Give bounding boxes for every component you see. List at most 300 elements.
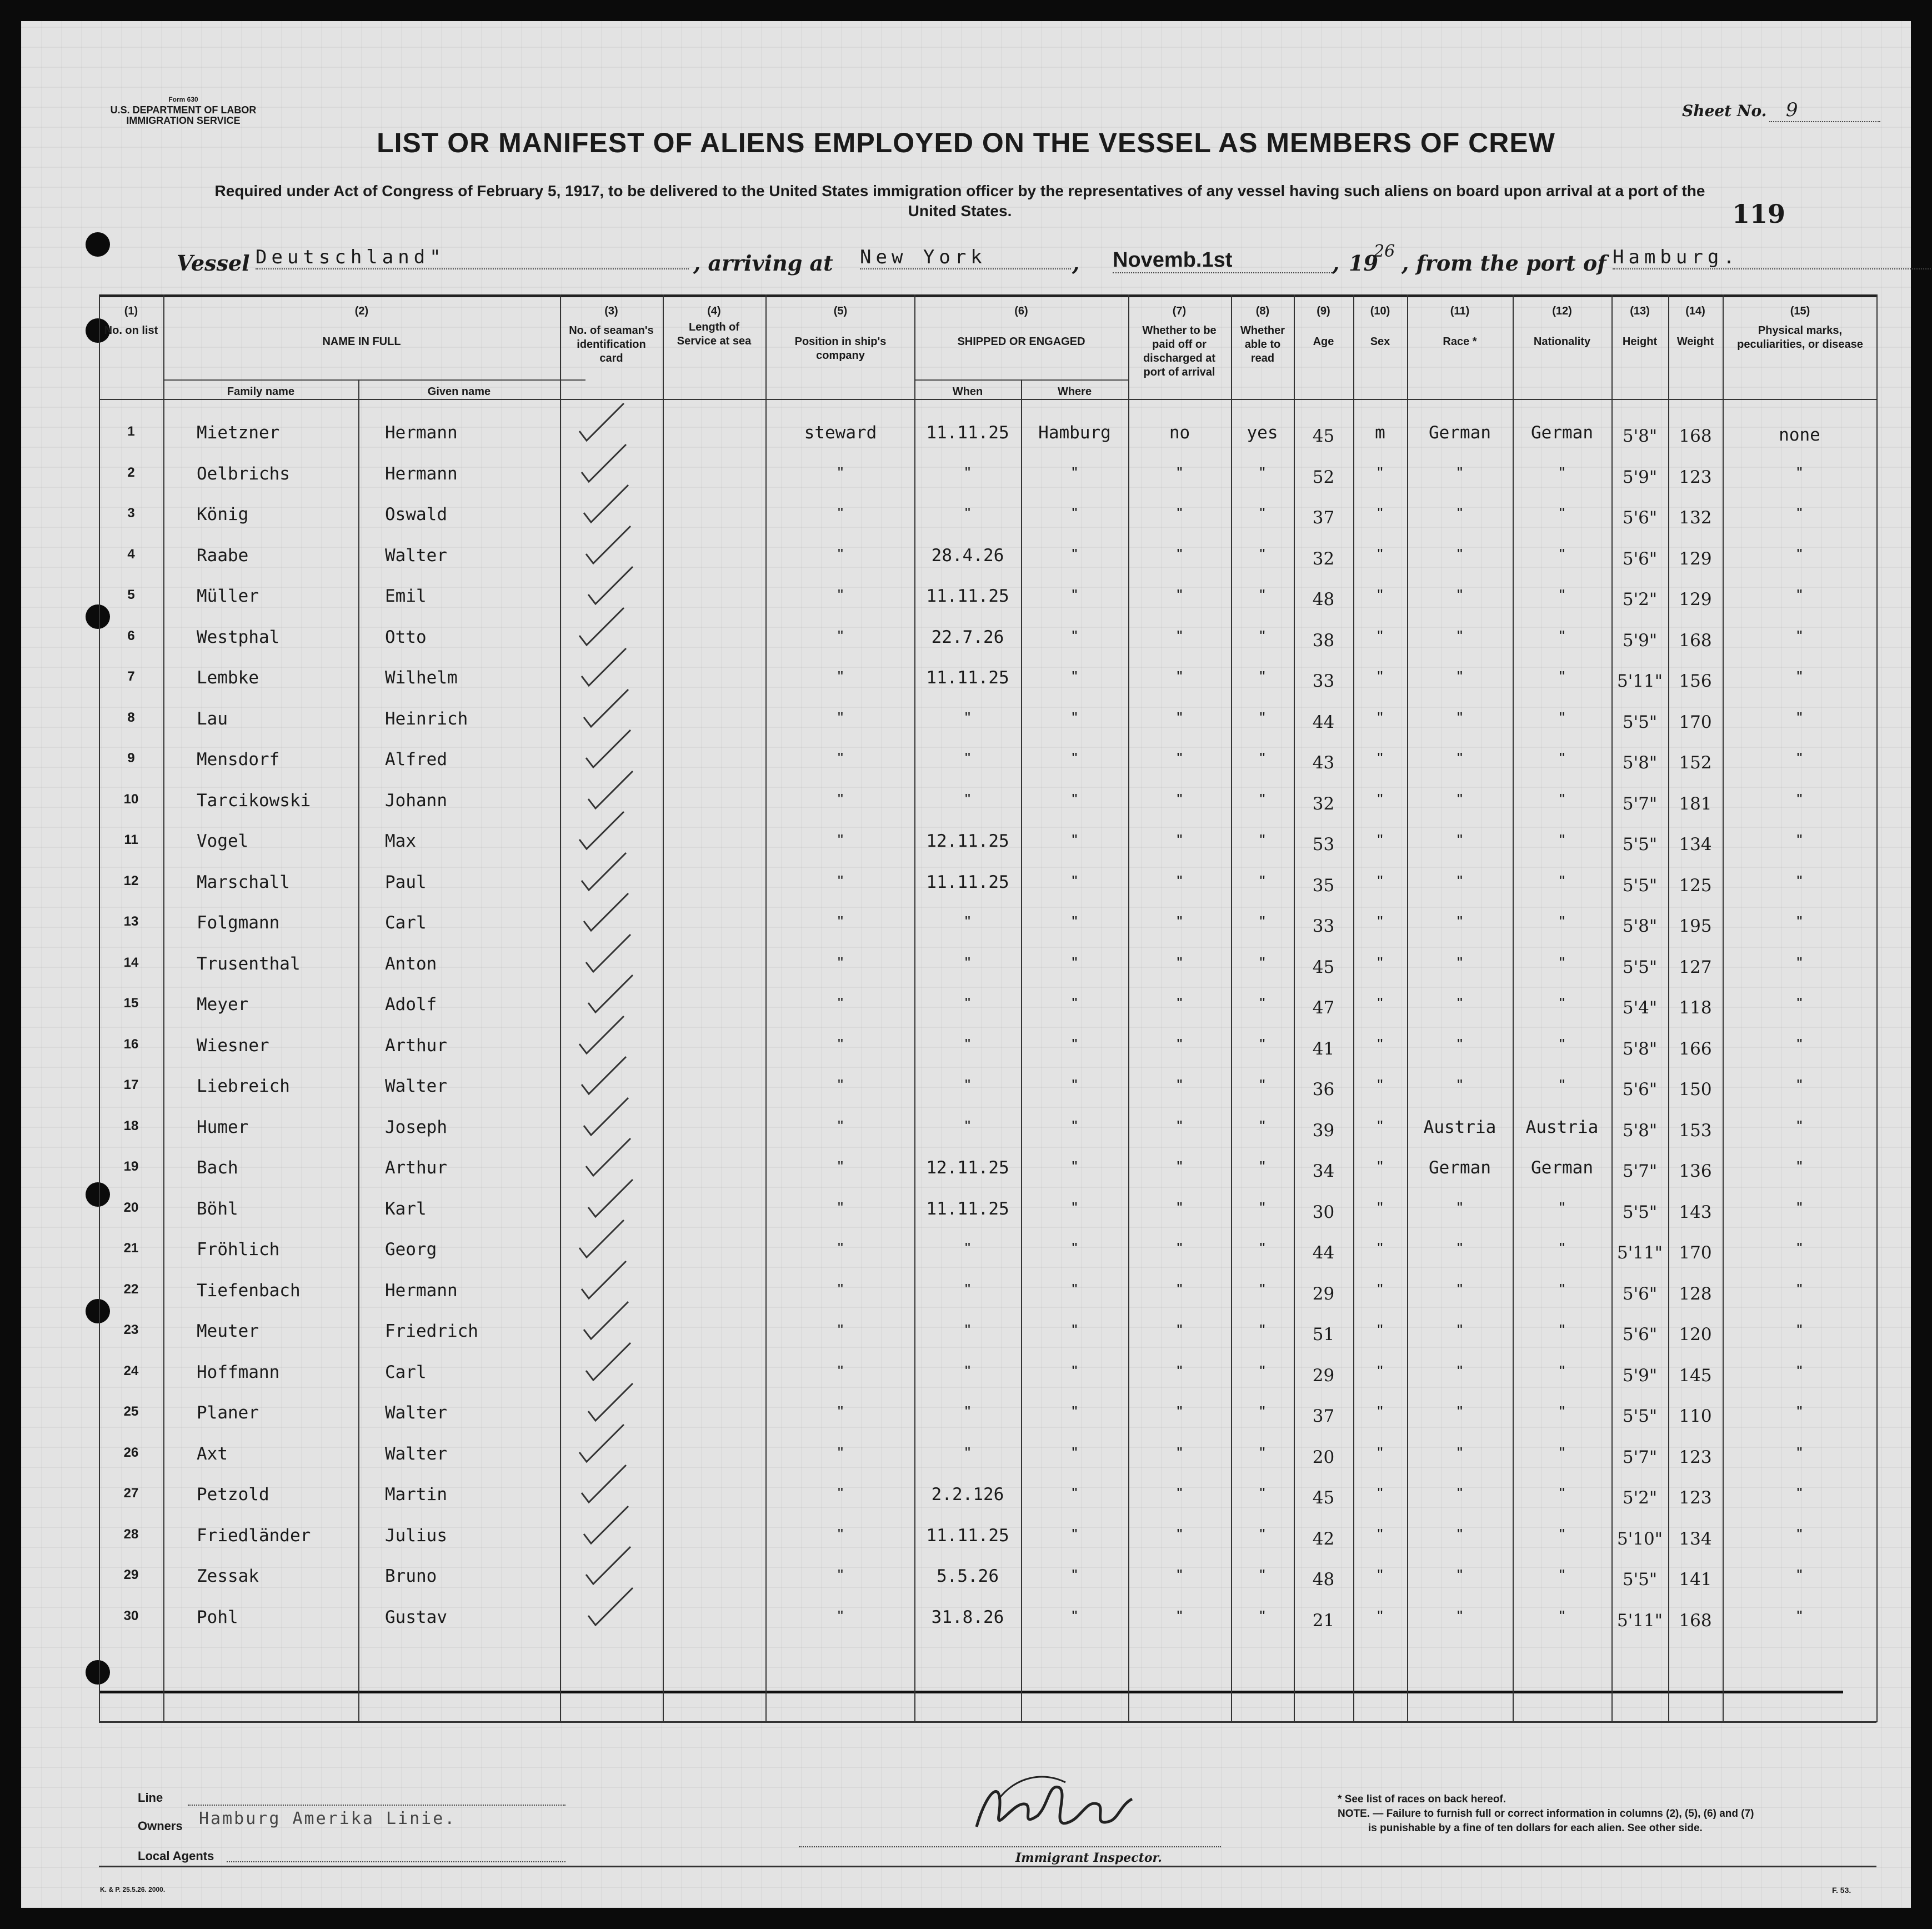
check-mark-icon xyxy=(583,727,633,772)
when-value: 12.11.25 xyxy=(926,1158,1009,1178)
arrival-port: New York xyxy=(860,246,1071,269)
marks-value: none xyxy=(1779,425,1820,445)
when-value: 12.11.25 xyxy=(926,831,1009,851)
sex-ditto: " xyxy=(1377,1076,1383,1093)
given-name: Walter xyxy=(385,1076,447,1096)
weight-value: 134 xyxy=(1679,1529,1712,1549)
nationality-ditto: " xyxy=(1559,1362,1565,1380)
row-number: 11 xyxy=(124,832,138,847)
sex-ditto: " xyxy=(1377,1526,1383,1543)
weight-value: 123 xyxy=(1679,467,1712,487)
sex-ditto: " xyxy=(1377,586,1383,603)
inspector-signature-line xyxy=(799,1846,1221,1847)
nationality-ditto: " xyxy=(1559,586,1565,603)
weight-value: 145 xyxy=(1679,1366,1712,1386)
weight-value: 153 xyxy=(1679,1121,1712,1141)
position-ditto: " xyxy=(838,1526,843,1543)
family-name: Friedländer xyxy=(197,1526,311,1546)
marks-ditto: " xyxy=(1796,749,1803,767)
column-label: SHIPPED OR ENGAGED xyxy=(957,336,1085,348)
height-value: 5'5" xyxy=(1622,712,1658,732)
race-ditto: " xyxy=(1457,791,1463,808)
paid-ditto: " xyxy=(1177,954,1183,971)
race-ditto: " xyxy=(1457,1403,1463,1420)
where-ditto: " xyxy=(1072,504,1078,522)
given-name: Martin xyxy=(385,1485,447,1505)
given-name: Max xyxy=(385,831,416,851)
when-value: 5.5.26 xyxy=(937,1566,999,1586)
check-mark-icon xyxy=(577,401,627,445)
check-mark-icon xyxy=(577,605,627,649)
race-ditto: " xyxy=(1457,1240,1463,1257)
marks-ditto: " xyxy=(1796,1158,1803,1175)
punch-hole xyxy=(86,232,110,257)
given-name: Joseph xyxy=(385,1117,447,1137)
where-ditto: " xyxy=(1072,1607,1078,1625)
position-ditto: " xyxy=(838,1158,843,1175)
row-number: 9 xyxy=(127,751,135,766)
column-number: (14) xyxy=(1685,305,1705,317)
read-ditto: " xyxy=(1259,1607,1265,1625)
family-name: König xyxy=(197,504,249,524)
where-ditto: " xyxy=(1072,1362,1078,1380)
where-ditto: " xyxy=(1072,1158,1078,1175)
sheet-number-value: 9 xyxy=(1769,99,1880,122)
race-ditto: " xyxy=(1457,627,1463,644)
weight-value: 129 xyxy=(1679,589,1712,609)
departure-port: Hamburg. xyxy=(1613,246,1932,269)
weight-value: 120 xyxy=(1679,1325,1712,1345)
when-ditto: " xyxy=(965,1036,970,1053)
family-name: Böhl xyxy=(197,1199,238,1219)
paid-ditto: " xyxy=(1177,995,1183,1012)
position-value: steward xyxy=(804,423,877,443)
row-number: 13 xyxy=(123,914,139,929)
height-value: 5'5" xyxy=(1622,876,1658,896)
column-header-nationality xyxy=(1513,304,1611,349)
paid-ditto: " xyxy=(1177,1117,1183,1135)
column-header-weight xyxy=(1668,304,1723,349)
year-prefix: 19 xyxy=(1349,251,1378,276)
when-ditto: " xyxy=(965,1444,970,1461)
given-name: Walter xyxy=(385,546,447,566)
sex-ditto: " xyxy=(1377,1199,1383,1216)
check-mark-icon xyxy=(579,442,629,486)
when-value: 11.11.25 xyxy=(926,1526,1009,1546)
read-ditto: " xyxy=(1259,995,1265,1012)
nationality-ditto: " xyxy=(1559,1199,1565,1216)
owners-label: Owners xyxy=(138,1819,183,1833)
nationality-value: German xyxy=(1531,423,1593,443)
height-value: 5'2" xyxy=(1622,589,1658,609)
paid-ditto: " xyxy=(1177,1485,1183,1502)
races-note: * See list of races on back hereof. xyxy=(1338,1793,1506,1805)
column-label: Height xyxy=(1622,336,1658,348)
race-ditto: " xyxy=(1457,1036,1463,1053)
comma-separator: , xyxy=(1072,251,1080,276)
marks-ditto: " xyxy=(1796,1076,1803,1093)
check-mark-icon xyxy=(583,932,633,976)
nationality-value: Austria xyxy=(1525,1117,1599,1137)
row-number: 17 xyxy=(123,1077,139,1092)
table-bottom-rule xyxy=(99,1691,1843,1693)
name-subheader-rule xyxy=(163,379,585,381)
row-number: 5 xyxy=(127,587,135,602)
height-value: 5'7" xyxy=(1622,1161,1658,1181)
column-number: (2) xyxy=(354,305,369,317)
read-ditto: " xyxy=(1259,954,1265,971)
weight-value: 134 xyxy=(1679,834,1712,854)
where-ditto: " xyxy=(1072,913,1078,930)
position-ditto: " xyxy=(838,1566,843,1583)
marks-ditto: " xyxy=(1796,995,1803,1012)
check-mark-icon xyxy=(579,850,629,894)
read-ditto: " xyxy=(1259,1199,1265,1216)
age-value: 36 xyxy=(1312,1080,1335,1100)
marks-ditto: " xyxy=(1796,1240,1803,1257)
weight-value: 123 xyxy=(1679,1488,1712,1508)
column-label: Physical marks, peculiarities, or disease xyxy=(1737,324,1863,351)
column-number: (6) xyxy=(1014,305,1028,317)
read-ditto: " xyxy=(1259,668,1265,685)
marks-ditto: " xyxy=(1796,913,1803,930)
column-header-position xyxy=(774,304,907,363)
where-ditto: " xyxy=(1072,668,1078,685)
sex-ditto: " xyxy=(1377,995,1383,1012)
where-ditto: " xyxy=(1072,1281,1078,1298)
column-number: (3) xyxy=(604,305,618,317)
weight-value: 132 xyxy=(1679,508,1712,528)
when-value: 2.2.126 xyxy=(931,1485,1004,1505)
race-ditto: " xyxy=(1457,1281,1463,1298)
family-name: Liebreich xyxy=(197,1076,290,1096)
position-ditto: " xyxy=(838,1199,843,1216)
sex-ditto: " xyxy=(1377,1362,1383,1380)
family-name: Oelbrichs xyxy=(197,464,290,484)
when-value: 28.4.26 xyxy=(931,546,1004,566)
height-value: 5'11" xyxy=(1617,1243,1663,1263)
paid-ditto: " xyxy=(1177,1240,1183,1257)
position-ditto: " xyxy=(838,1117,843,1135)
where-ditto: " xyxy=(1072,1444,1078,1461)
marks-ditto: " xyxy=(1796,831,1803,848)
height-value: 5'8" xyxy=(1622,916,1658,936)
read-ditto: " xyxy=(1259,1444,1265,1461)
column-rule xyxy=(765,294,767,1722)
marks-ditto: " xyxy=(1796,1199,1803,1216)
sex-ditto: " xyxy=(1377,627,1383,644)
manifest-sheet xyxy=(21,21,1911,1908)
sheet-number-label: Sheet No. xyxy=(1682,102,1767,120)
given-name: Oswald xyxy=(385,504,447,524)
row-number: 15 xyxy=(123,996,139,1011)
subheader-where: Where xyxy=(1057,386,1092,398)
position-ditto: " xyxy=(838,1444,843,1461)
position-ditto: " xyxy=(838,913,843,930)
paid-ditto: " xyxy=(1177,1566,1183,1583)
nationality-ditto: " xyxy=(1559,995,1565,1012)
paid-ditto: " xyxy=(1177,1444,1183,1461)
read-ditto: " xyxy=(1259,504,1265,522)
read-ditto: " xyxy=(1259,1362,1265,1380)
paid-ditto: " xyxy=(1177,1607,1183,1625)
weight-value: 128 xyxy=(1679,1284,1712,1304)
position-ditto: " xyxy=(838,1076,843,1093)
print-code: K. & P. 25.5.26. 2000. xyxy=(100,1886,166,1893)
position-ditto: " xyxy=(838,1321,843,1338)
sex-value: m xyxy=(1375,423,1385,443)
read-ditto: " xyxy=(1259,1117,1265,1135)
row-number: 8 xyxy=(127,710,135,725)
position-ditto: " xyxy=(838,954,843,971)
position-ditto: " xyxy=(838,1485,843,1502)
page-number: 119 xyxy=(1732,199,1786,229)
read-ditto: " xyxy=(1259,464,1265,481)
nationality-ditto: " xyxy=(1559,1240,1565,1257)
sex-ditto: " xyxy=(1377,1321,1383,1338)
column-label: No. of seaman's identification card xyxy=(569,324,654,364)
position-ditto: " xyxy=(838,709,843,726)
paid-ditto: " xyxy=(1177,504,1183,522)
age-value: 47 xyxy=(1312,998,1335,1018)
race-ditto: " xyxy=(1457,954,1463,971)
sex-ditto: " xyxy=(1377,668,1383,685)
weight-value: 127 xyxy=(1679,957,1712,977)
column-header-height xyxy=(1611,304,1668,349)
race-ditto: " xyxy=(1457,464,1463,481)
sex-ditto: " xyxy=(1377,1281,1383,1298)
height-value: 5'5" xyxy=(1622,1406,1658,1426)
when-ditto: " xyxy=(965,1281,970,1298)
marks-ditto: " xyxy=(1796,1321,1803,1338)
age-value: 32 xyxy=(1312,794,1335,814)
marks-ditto: " xyxy=(1796,1403,1803,1420)
check-mark-icon xyxy=(579,1258,629,1303)
check-mark-icon xyxy=(585,564,635,608)
check-mark-icon xyxy=(585,972,635,1017)
when-ditto: " xyxy=(965,1321,970,1338)
row-number: 6 xyxy=(127,628,135,643)
nationality-ditto: " xyxy=(1559,872,1565,889)
marks-ditto: " xyxy=(1796,1485,1803,1502)
nationality-ditto: " xyxy=(1559,709,1565,726)
family-name: Meuter xyxy=(197,1321,259,1341)
given-name: Johann xyxy=(385,791,447,811)
owners-value: Hamburg Amerika Linie. xyxy=(199,1809,457,1828)
age-value: 34 xyxy=(1312,1161,1335,1181)
marks-ditto: " xyxy=(1796,464,1803,481)
height-value: 5'5" xyxy=(1622,957,1658,977)
paid-ditto: " xyxy=(1177,1076,1183,1093)
paid-ditto: " xyxy=(1177,1526,1183,1543)
height-value: 5'4" xyxy=(1622,998,1658,1018)
row-number: 19 xyxy=(123,1159,139,1174)
race-ditto: " xyxy=(1457,1321,1463,1338)
age-value: 33 xyxy=(1312,916,1335,936)
check-mark-icon xyxy=(583,1340,633,1385)
where-ditto: " xyxy=(1072,791,1078,808)
given-name: Adolf xyxy=(385,995,437,1015)
when-ditto: " xyxy=(965,1076,970,1093)
sex-ditto: " xyxy=(1377,1403,1383,1420)
weight-value: 150 xyxy=(1679,1080,1712,1100)
check-mark-icon xyxy=(581,1299,631,1343)
read-ditto: " xyxy=(1259,1485,1265,1502)
when-ditto: " xyxy=(965,913,970,930)
paid-ditto: " xyxy=(1177,1036,1183,1053)
family-name: Planer xyxy=(197,1403,259,1423)
when-value: 11.11.25 xyxy=(926,872,1009,892)
where-value: Hamburg xyxy=(1038,423,1111,443)
column-number: (1) xyxy=(124,305,138,317)
check-mark-icon xyxy=(577,1422,627,1466)
when-ditto: " xyxy=(965,709,970,726)
height-value: 5'9" xyxy=(1622,1366,1658,1386)
marks-ditto: " xyxy=(1796,546,1803,563)
read-ditto: " xyxy=(1259,546,1265,563)
paid-value: no xyxy=(1169,423,1190,443)
when-ditto: " xyxy=(965,749,970,767)
given-name: Hermann xyxy=(385,464,458,484)
where-ditto: " xyxy=(1072,1240,1078,1257)
height-value: 5'9" xyxy=(1622,631,1658,651)
position-ditto: " xyxy=(838,546,843,563)
check-mark-icon xyxy=(581,482,631,527)
nationality-ditto: " xyxy=(1559,504,1565,522)
read-ditto: " xyxy=(1259,1403,1265,1420)
check-mark-icon xyxy=(585,768,635,813)
weight-value: 168 xyxy=(1679,1611,1712,1631)
sex-ditto: " xyxy=(1377,1485,1383,1502)
family-name: Tarcikowski xyxy=(197,791,311,811)
age-value: 20 xyxy=(1312,1447,1335,1467)
where-ditto: " xyxy=(1072,1566,1078,1583)
paid-ditto: " xyxy=(1177,464,1183,481)
column-header-name xyxy=(163,304,560,349)
given-name: Emil xyxy=(385,586,427,606)
age-value: 41 xyxy=(1312,1039,1335,1059)
check-mark-icon xyxy=(579,1054,629,1098)
when-ditto: " xyxy=(965,791,970,808)
nationality-ditto: " xyxy=(1559,1321,1565,1338)
given-name: Bruno xyxy=(385,1566,437,1586)
given-name: Heinrich xyxy=(385,709,468,729)
weight-value: 123 xyxy=(1679,1447,1712,1467)
age-value: 44 xyxy=(1312,1243,1335,1263)
when-ditto: " xyxy=(965,504,970,522)
where-ditto: " xyxy=(1072,1321,1078,1338)
family-name: Folgmann xyxy=(197,913,280,933)
family-name: Petzold xyxy=(197,1485,269,1505)
position-ditto: " xyxy=(838,1362,843,1380)
where-ditto: " xyxy=(1072,1199,1078,1216)
family-name: Tiefenbach xyxy=(197,1281,301,1301)
when-value: 11.11.25 xyxy=(926,586,1009,606)
check-mark-icon xyxy=(585,1177,635,1221)
nationality-ditto: " xyxy=(1559,831,1565,848)
row-number: 26 xyxy=(123,1445,139,1460)
read-ditto: " xyxy=(1259,1566,1265,1583)
given-name: Friedrich xyxy=(385,1321,478,1341)
marks-ditto: " xyxy=(1796,1566,1803,1583)
marks-ditto: " xyxy=(1796,954,1803,971)
race-ditto: " xyxy=(1457,668,1463,685)
column-header-service-length xyxy=(671,304,757,348)
subheader-given-name: Given name xyxy=(427,386,491,398)
family-name: Vogel xyxy=(197,831,249,851)
where-ditto: " xyxy=(1072,1403,1078,1420)
family-name: Trusenthal xyxy=(197,954,301,974)
weight-value: 170 xyxy=(1679,712,1712,732)
race-ditto: " xyxy=(1457,1526,1463,1543)
row-number: 28 xyxy=(123,1527,139,1542)
column-label: Sex xyxy=(1370,336,1390,348)
age-value: 48 xyxy=(1312,589,1335,609)
age-value: 48 xyxy=(1312,1570,1335,1590)
height-value: 5'7" xyxy=(1622,1447,1658,1467)
nationality-ditto: " xyxy=(1559,1036,1565,1053)
check-mark-icon xyxy=(577,809,627,853)
check-mark-icon xyxy=(581,1503,631,1548)
paid-ditto: " xyxy=(1177,1158,1183,1175)
local-agents-label: Local Agents xyxy=(138,1849,214,1863)
age-value: 39 xyxy=(1312,1121,1335,1141)
race-ditto: " xyxy=(1457,1199,1463,1216)
race-ditto: " xyxy=(1457,586,1463,603)
family-name: Axt xyxy=(197,1444,228,1464)
when-value: 11.11.25 xyxy=(926,668,1009,688)
nationality-ditto: " xyxy=(1559,627,1565,644)
position-ditto: " xyxy=(838,668,843,685)
where-ditto: " xyxy=(1072,995,1078,1012)
where-ditto: " xyxy=(1072,627,1078,644)
family-name: Wiesner xyxy=(197,1036,269,1056)
column-header-paid-off xyxy=(1132,304,1227,379)
paid-ditto: " xyxy=(1177,1199,1183,1216)
nationality-ditto: " xyxy=(1559,1485,1565,1502)
race-ditto: " xyxy=(1457,749,1463,767)
marks-ditto: " xyxy=(1796,586,1803,603)
check-mark-icon xyxy=(583,1136,633,1180)
position-ditto: " xyxy=(838,1607,843,1625)
read-ditto: " xyxy=(1259,627,1265,644)
position-ditto: " xyxy=(838,749,843,767)
weight-value: 166 xyxy=(1679,1039,1712,1059)
column-number: (8) xyxy=(1255,305,1270,317)
marks-ditto: " xyxy=(1796,504,1803,522)
given-name: Walter xyxy=(385,1444,447,1464)
height-value: 5'8" xyxy=(1622,753,1658,773)
table-top-rule xyxy=(99,294,1876,297)
sex-ditto: " xyxy=(1377,831,1383,848)
read-ditto: " xyxy=(1259,749,1265,767)
paid-ditto: " xyxy=(1177,749,1183,767)
weight-value: 170 xyxy=(1679,1243,1712,1263)
read-ditto: " xyxy=(1259,1321,1265,1338)
position-ditto: " xyxy=(838,504,843,522)
sex-ditto: " xyxy=(1377,872,1383,889)
given-name: Gustav xyxy=(385,1607,447,1627)
when-ditto: " xyxy=(965,995,970,1012)
position-ditto: " xyxy=(838,1281,843,1298)
where-ditto: " xyxy=(1072,464,1078,481)
race-ditto: " xyxy=(1457,913,1463,930)
weight-value: 181 xyxy=(1679,794,1712,814)
row-number: 10 xyxy=(123,792,139,807)
height-value: 5'9" xyxy=(1622,467,1658,487)
family-name: Westphal xyxy=(197,627,280,647)
nationality-ditto: " xyxy=(1559,791,1565,808)
